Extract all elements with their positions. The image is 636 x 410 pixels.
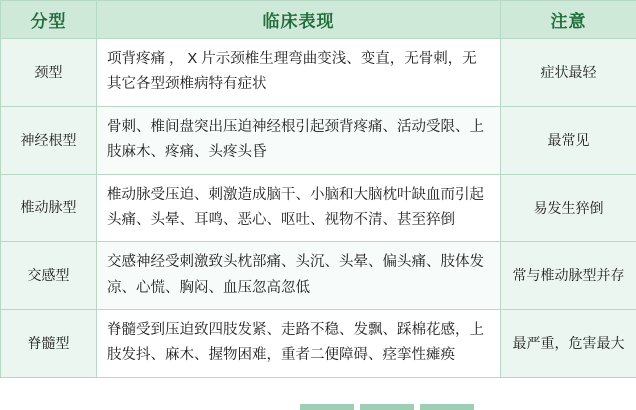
cell-note: 最严重，危害最大 bbox=[501, 310, 636, 378]
cell-manifestation: 骨刺、椎间盘突出压迫神经根引起颈背疼痛、活动受限、上肢麻木、疼痛、头疼头昏 bbox=[97, 106, 501, 174]
cell-type: 神经根型 bbox=[1, 106, 97, 174]
cell-type: 椎动脉型 bbox=[1, 174, 97, 242]
cell-note: 症状最轻 bbox=[501, 39, 636, 107]
cell-manifestation: 交感神经受刺激致头枕部痛、头沉、头晕、偏头痛、肢体发凉、心慌、胸闷、血压忽高忽低 bbox=[97, 242, 501, 310]
cell-manifestation: 椎动脉受压迫、刺激造成脑干、小脑和大脑枕叶缺血而引起头痛、头晕、耳鸣、恶心、呕吐、视物不清、甚至猝倒 bbox=[97, 174, 501, 242]
cell-manifestation: 项背疼痛 ， X 片示颈椎生理弯曲变浅、变直，无骨刺，无其它各型颈椎病特有症状 bbox=[97, 39, 501, 107]
cell-type: 颈型 bbox=[1, 39, 97, 107]
cell-manifestation: 脊髓受到压迫致四肢发紧、走路不稳、发飘、踩棉花感，上肢发抖、麻木、握物困难，重者二便障碍、痉挛性瘫痪 bbox=[97, 310, 501, 378]
bottom-decoration-segment bbox=[360, 404, 414, 410]
bottom-decoration-segment bbox=[420, 404, 474, 410]
cell-note: 易发生猝倒 bbox=[501, 174, 636, 242]
column-header-manifestation: 临床表现 bbox=[97, 1, 501, 39]
table-row bbox=[1, 106, 636, 174]
cell-type: 脊髓型 bbox=[1, 310, 97, 378]
cell-type: 交感型 bbox=[1, 242, 97, 310]
column-header-type: 分型 bbox=[1, 1, 97, 39]
bottom-decoration-segment bbox=[300, 404, 354, 410]
cell-note: 常与椎动脉型并存 bbox=[501, 242, 636, 310]
cell-note: 最常见 bbox=[501, 106, 636, 174]
table-header-row bbox=[1, 1, 636, 39]
table-header bbox=[1, 1, 636, 39]
table-row bbox=[1, 242, 636, 310]
bottom-decoration bbox=[0, 402, 636, 410]
table-body bbox=[1, 39, 636, 378]
column-header-note: 注意 bbox=[501, 1, 636, 39]
table-row bbox=[1, 310, 636, 378]
table-row bbox=[1, 174, 636, 242]
table-row bbox=[1, 39, 636, 107]
